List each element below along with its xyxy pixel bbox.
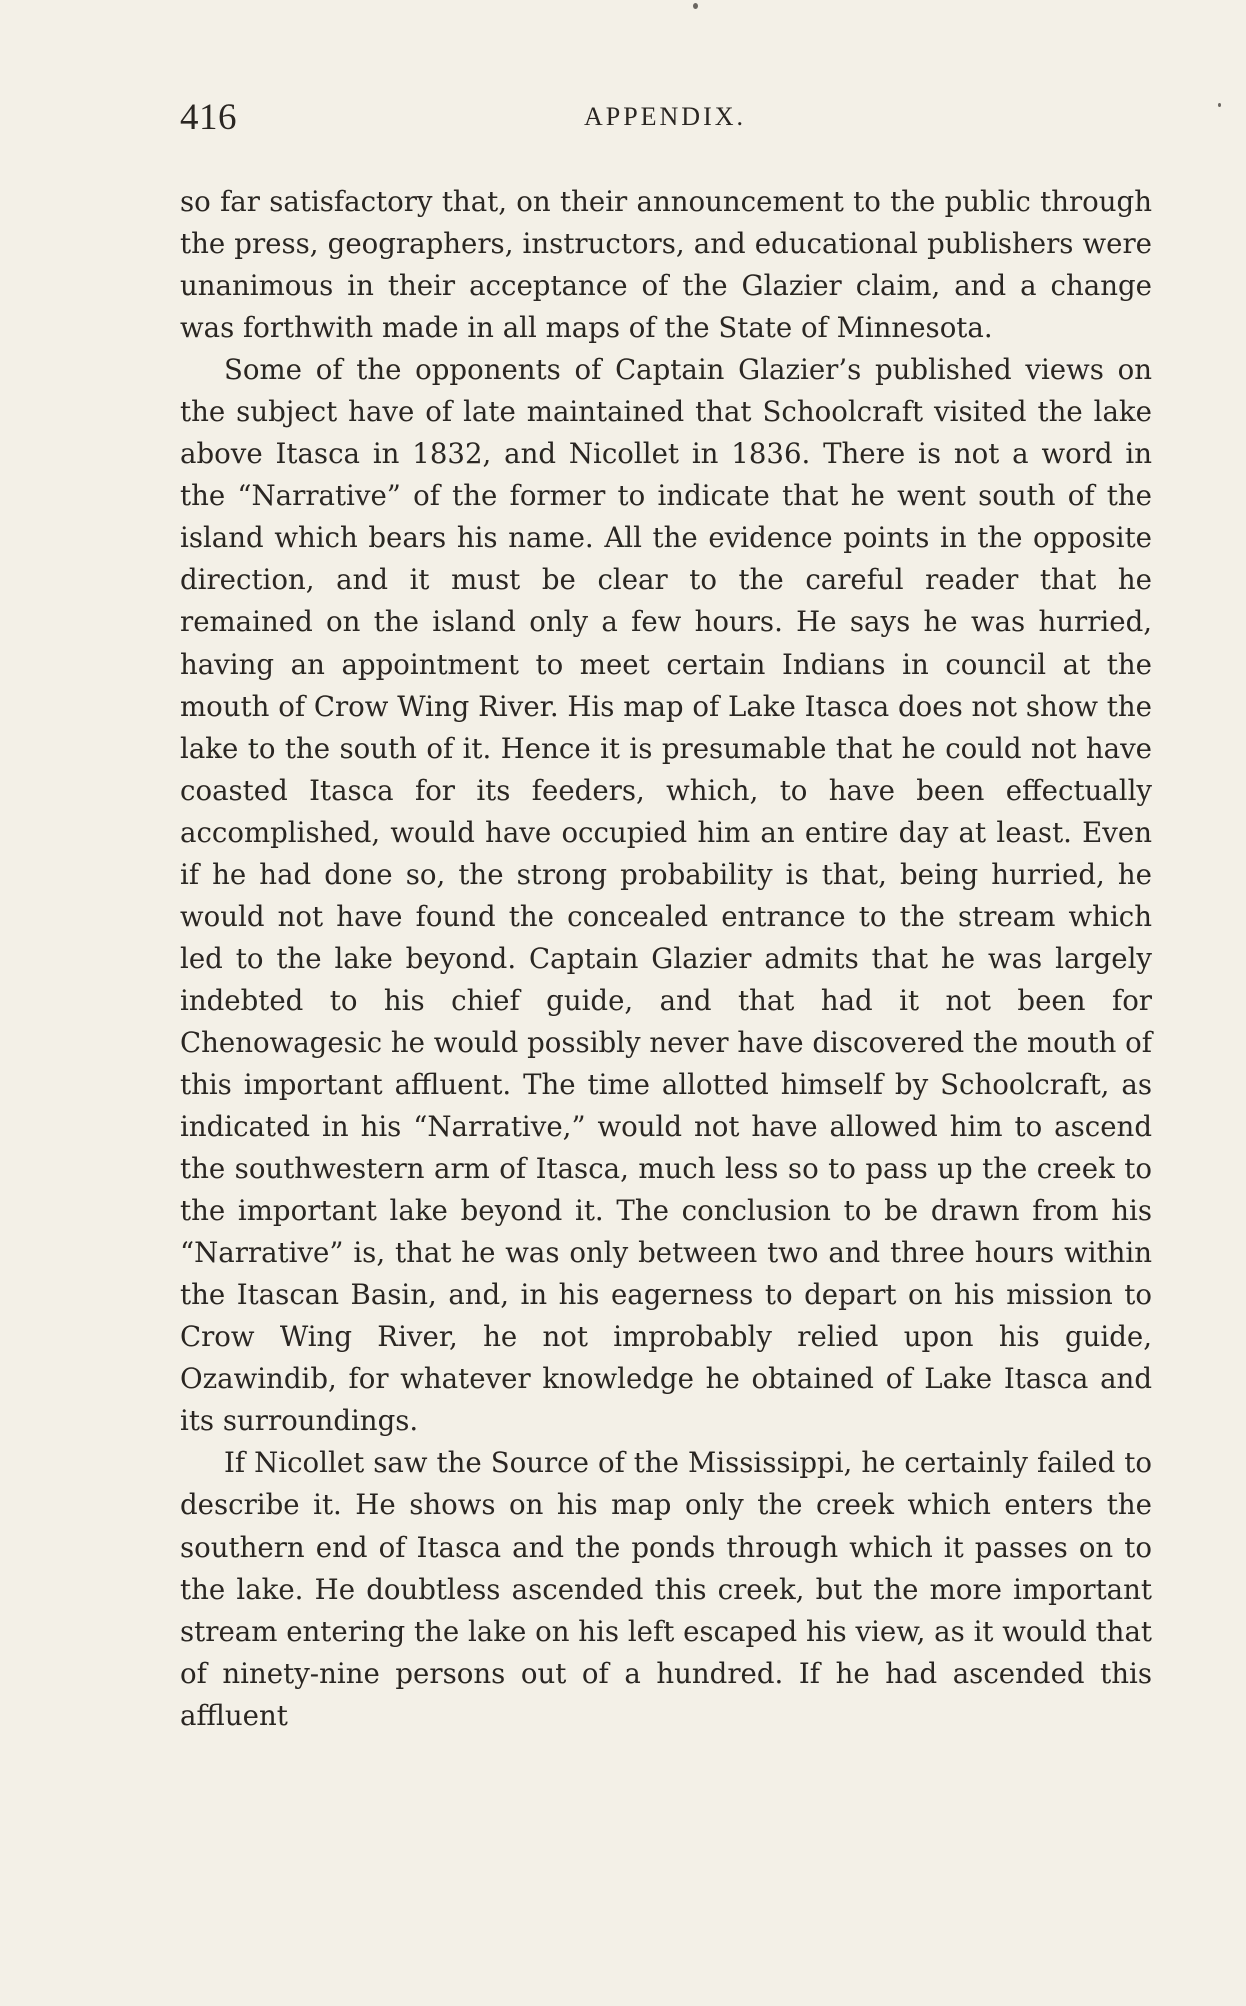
paragraph-continued: so far satisfactory that, on their announcement to the public through the press, geographers, instructors, and educational publishers were unanimous in their acceptance of the Glazier claim, and a change was forthwith made in all maps of the State of Minnesota.	[180, 185, 1152, 345]
running-head: APPENDIX.	[583, 102, 747, 131]
page-header	[180, 96, 1150, 136]
paragraph: Some of the opponents of Captain Glazier’s published views on the subject have of late maintained that Schoolcraft visited the lake above Itasca in 1832, and Nicollet in 1836. There is not a word in the “Narrative” of the former to indicate that he went south of the island which bears his name. All the evidence points in the opposite direction, and it must be clear to the careful reader that he remained on the island only a few hours. He says he was hurried, having an appointment to meet certain Indians in council at the mouth of Crow Wing River. His map of Lake Itasca does not show the lake to the south of it. Hence it is presumable that he could not have coasted Itasca for its feeders, which, to have been effectually accomplished, would have occupied him an entire day at least. Even if he had done so, the strong probability is that, being hurried, he would not have found the concealed entrance to the stream which led to the lake beyond. Captain Glazier admits that he was largely indebted to his chief guide, and that had it not been for Chenowagesic he would possibly never have discovered the mouth of this important affluent. The time allotted himself by Schoolcraft, as indicated in his “Narrative,” would not have allowed him to ascend the southwestern arm of Itasca, much less so to pass up the creek to the important lake beyond it. The conclusion to be drawn from his “Narrative” is, that he was only between two and three hours within the Itascan Basin, and, in his eagerness to depart on his mission to Crow Wing River, he not improbably relied upon his guide, Ozawindib, for whatever knowledge he obtained of Lake Itasca and its surroundings.	[180, 353, 1152, 1438]
ink-speck	[1218, 103, 1221, 107]
paragraph: If Nicollet saw the Source of the Mississippi, he certainly failed to describe it. He shows on his map only the creek which enters the southern end of Itasca and the ponds through which it passes on to the lake. He doubtless ascended this creek, but the more important stream entering the lake on his left escaped his view, as it would that of ninety-nine persons out of a hundred. If he had ascended this affluent	[180, 1446, 1152, 1732]
ink-speck	[693, 3, 698, 9]
body-text	[180, 181, 1152, 1737]
page-number: 416	[180, 97, 237, 138]
